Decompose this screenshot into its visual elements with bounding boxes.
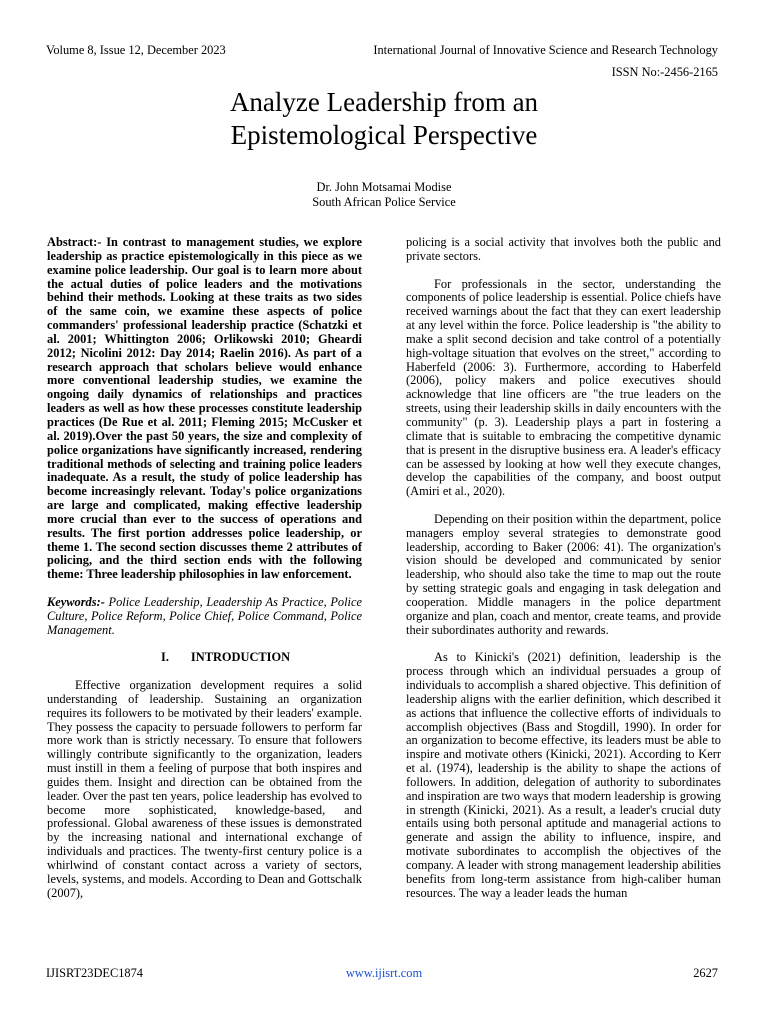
section-heading: [47, 651, 362, 665]
article-id: IJISRT23DEC1874: [46, 966, 144, 980]
right-column: [406, 236, 721, 914]
right-paragraph-1: policing is a social activity that involves both the public and private sectors.: [406, 235, 721, 263]
keywords: [47, 596, 362, 638]
section-number: I.: [161, 650, 169, 665]
keywords-text: Police Leadership, Leadership As Practice, Police Culture, Police Reform, Police Chief, Police Command, Police Management.: [47, 594, 362, 637]
abstract: Abstract:- In contrast to management studies, we explore leadership as practice epistemologically in this piece as we examine police leadership. Our goal is to learn more about the actual duties of police leaders and the motivations behind their methods. Looking at these traits as two sides of the same coin, we examine these aspects of police commanders' professional leadership practice (Schatzki et al. 2001; Whittington 2006; Orlikowski 2010; Gheardi 2012; Nicolini 2012: Day 2014; Raelin 2016). As part of a research approach that scholars believe would enhance more conventional leadership studies, we examine the ongoing daily dynamics of relationships and practices leaders as well as how these processes constitute leadership practices (De Rue et al. 2011; Fleming 2015; McCusker et al. 2019).Over the past 50 years, the size and complexity of police organizations have significantly increased, rendering traditional methods of selecting and training police leaders inadequate. As a result, the study of police leadership has become increasingly relevant. Today's police organizations are large and complicated, making effective leadership more crucial than ever to the success of operations and results. The first portion addresses police leadership, or theme 1. The second section discusses theme 2 attributes of policing, and the third section ends with the following theme: Three leadership philosophies in law enforcement.: [47, 235, 362, 582]
paper-title: [0, 86, 768, 152]
intro-paragraph: Effective organization development requires a solid understanding of leadership. Sustaining an organization requires its followers to be motivated by their leaders' example. They possess the capacity to persuade followers to perform far more work than is strictly necessary. To ensure that followers willingly contribute significantly to the organization, leaders must instill in them a feeling of purpose that both inspires and guides them. Insight and direction can be obtained from the leader. Over the past ten years, police leadership has evolved to become more sophisticated, knowledge-based, and professional. Global awareness of these issues is demonstrated by the increasing national and international exchange of individuals and practices. The twenty-first century police is a whirlwind of constant contact across a variety of sectors, levels, systems, and models. According to Dean and Gottschalk (2007),: [47, 678, 362, 900]
keywords-label: Keywords:-: [47, 594, 105, 609]
journal-link[interactable]: www.ijisrt.com: [345, 966, 423, 980]
author-block: [0, 180, 768, 210]
section-title: INTRODUCTION: [190, 650, 291, 665]
left-column: [47, 236, 362, 914]
paper-title-line-2: Epistemological Perspective: [230, 120, 538, 150]
journal-volume: Volume 8, Issue 12, December 2023: [46, 43, 226, 57]
right-paragraph-3: Depending on their position within the department, police managers employ several strategies to demonstrate good leadership, according to Baker (2006: 41). The organization's vision should be developed and communicated by senior leadership, who should also take the time to map out the route by setting strategic goals and engaging in task delegation and cooperation. Middle managers in the police department organize and plan, coach and mentor, create teams, and provide their subordinates authority and rewards.: [406, 511, 721, 637]
right-paragraph-2: For professionals in the sector, understanding the components of police leadership is essential. Police chiefs have received warnings about the fact that they can exert leadership at any level within the force. Police leadership is "the ability to make a split second decision and take control of a potentially high-voltage situation that evolves on the street," according to Haberfeld (2006: 3). Furthermore, according to Haberfeld (2006), policy makers and police executives should acknowledge that line officers are "the true leaders on the streets, using their leadership skills in daily encounters with the community" (p. 3). Leadership plays a part in fostering a climate that is suitable to embracing the competitive dynamic that is present in the disruptive business era. A leader's efficacy can be assessed by looking at how well they execute changes, develop the capabilities of the company, and boost output (Amiri et al., 2020).: [406, 276, 721, 499]
paper-title-line-1: Analyze Leadership from an: [229, 87, 539, 117]
issn: ISSN No:-2456-2165: [611, 65, 718, 79]
right-paragraph-4: As to Kinicki's (2021) definition, leadership is the process through which an individual persuades a group of individuals to accomplish a shared objective. This definition of leadership aligns with the earlier definition, which described it as actions that influence the collective efforts of individuals to accomplish objectives (Bass and Stogdill, 1990). In order for an organization to become effective, its leaders must be able to inspire and motivate others (Kinicki, 2021). According to Kerr et al. (1974), leadership is the ability to shape the actions of followers. In addition, delegation of authority to subordinates and inspiration are two ways that modern leadership is growing in strength (Kinicki, 2021). As a result, a leader's crucial duty entails using both personal aptitude and managerial actions to generate and assign the ability to influence, inspire, and motivate subordinates to accomplish the objectives of the company. A leader with strong management leadership abilities benefits from long-term assistance from high-caliber human resources. The way a leader leads the human: [406, 650, 721, 900]
author-affiliation: South African Police Service: [312, 195, 456, 209]
page-number: 2627: [693, 966, 718, 980]
journal-name: International Journal of Innovative Science and Research Technology: [373, 43, 718, 57]
author-name: Dr. John Motsamai Modise: [316, 180, 452, 194]
